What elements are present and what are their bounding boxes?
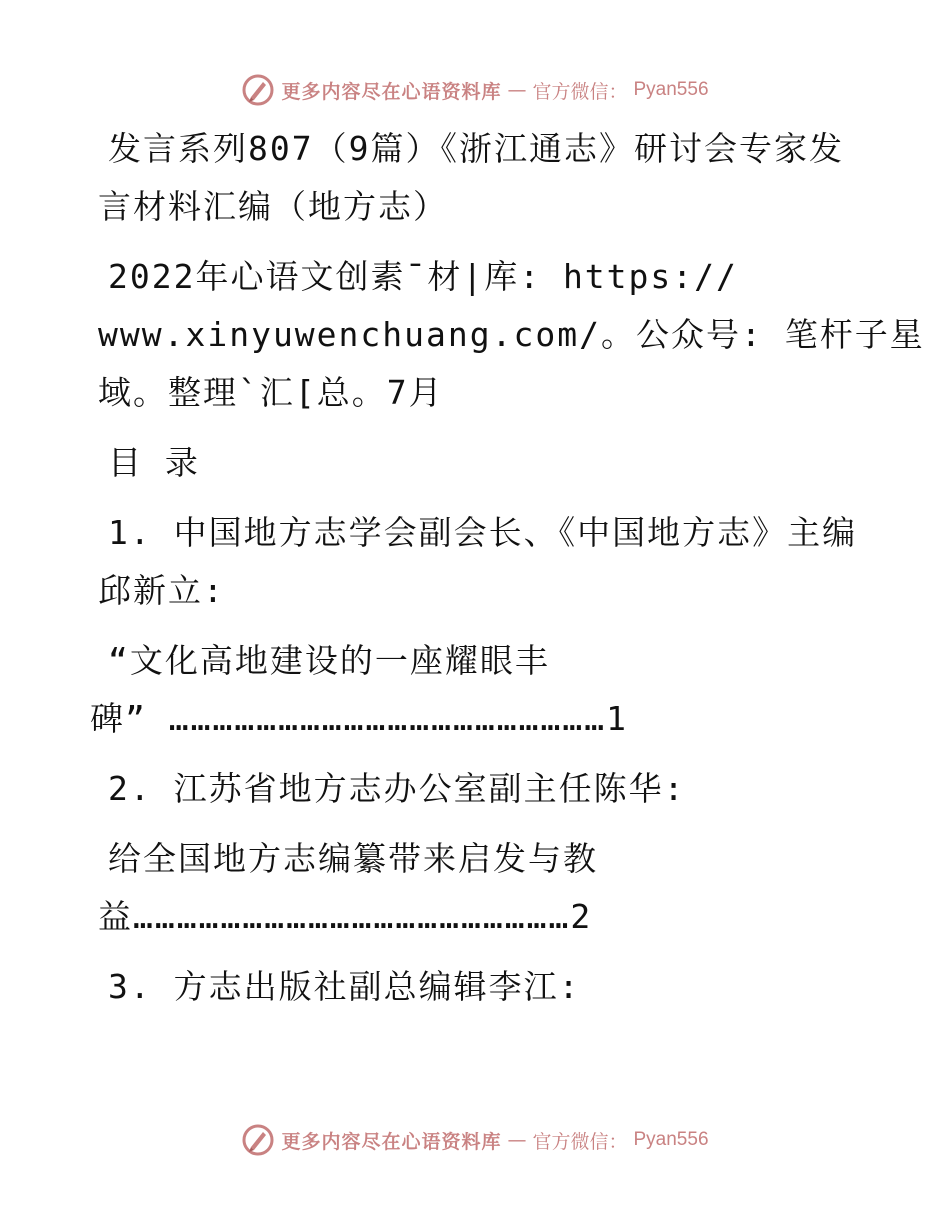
source-line-1: 2022年心语文创素¯材|库: https:// xyxy=(108,257,738,296)
watermark-dash: — xyxy=(507,1129,527,1151)
toc-item xyxy=(90,504,858,748)
toc-item-2-page: 益……………………………………………………2 xyxy=(98,897,593,936)
toc-item-1-speaker: 邱新立: xyxy=(98,571,225,610)
toc-item-1-topic: “文化高地建设的一座耀眼丰 xyxy=(108,641,550,680)
watermark-brand: 官方微信： xyxy=(532,80,628,103)
watermark-text: 更多内容尽在心语资料库 xyxy=(281,1130,502,1153)
watermark-brand: 官方微信： xyxy=(532,1130,628,1153)
source-line-3: 域。整理`汇[总。7月 xyxy=(98,373,444,412)
watermark-header xyxy=(0,70,950,110)
pen-logo-icon xyxy=(241,1123,275,1157)
watermark-footer xyxy=(0,1120,950,1160)
toc-heading: 目 录 xyxy=(108,443,200,482)
toc-item-1-title: 1. 中国地方志学会副会长、《中国地方志》主编 xyxy=(108,513,858,552)
toc-item-2-topic: 给全国地方志编纂带来启发与教 xyxy=(108,839,598,878)
watermark-dash: — xyxy=(507,79,527,101)
document-body xyxy=(90,120,925,1016)
toc-item xyxy=(98,760,858,946)
toc-item-1-page: 碑” ……………………………………………………1 xyxy=(90,699,628,738)
toc-item xyxy=(98,958,858,1016)
title-line-1: 发言系列807（9篇）《浙江通志》研讨会专家发 xyxy=(108,129,844,168)
watermark-id: Pyan556 xyxy=(633,1129,709,1150)
watermark-text: 更多内容尽在心语资料库 xyxy=(281,80,502,103)
pen-logo-icon xyxy=(241,73,275,107)
toc-item-2-title: 2. 江苏省地方志办公室副主任陈华: xyxy=(108,769,686,808)
title-line-2: 言材料汇编（地方志） xyxy=(98,187,448,226)
watermark-id: Pyan556 xyxy=(633,79,709,100)
toc-item-3-title: 3. 方志出版社副总编辑李江: xyxy=(108,967,581,1006)
source-line-2: www.xinyuwenchuang.com/。公众号: 笔杆子星 xyxy=(98,315,925,354)
